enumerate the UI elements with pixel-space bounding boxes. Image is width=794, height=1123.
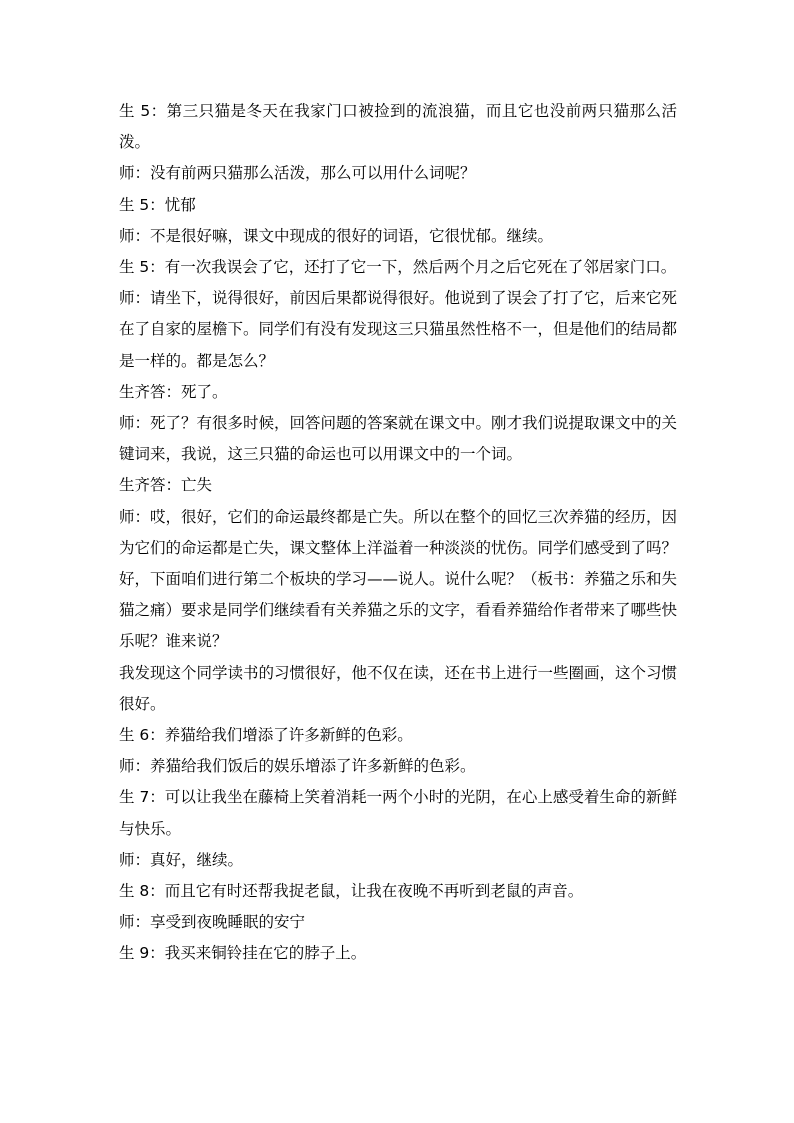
- paragraph-8: 师：死了？有很多时候，回答问题的答案就在课文中。刚才我们说提取课文中的关键词来，我说，这三只猫的命运也可以用课文中的一个词。: [119, 414, 678, 464]
- paragraph-11: 好，下面咱们进行第二个板块的学习——说人。说什么呢？（板书：养猫之乐和失猫之痛）要求是同学们继续看有关养猫之乐的文字，看看养猫给作者带来了哪些快乐呢？谁来说？: [119, 570, 678, 651]
- paragraph-6: 师：请坐下，说得很好，前因后果都说得很好。他说到了误会了打了它，后来它死在了自家的屋檐下。同学们有没有发现这三只猫虽然性格不一，但是他们的结局都是一样的。都是怎么？: [119, 289, 678, 370]
- paragraph-7: 生齐答：死了。: [119, 382, 228, 401]
- paragraph-17: 生 8：而且它有时还帮我捉老鼠，让我在夜晚不再听到老鼠的声音。: [119, 882, 584, 901]
- paragraph-9: 生齐答：亡失: [119, 476, 213, 495]
- paragraph-5: 生 5：有一次我误会了它，还打了它一下，然后两个月之后它死在了邻居家门口。: [119, 258, 677, 277]
- paragraph-10: 师：哎，很好，它们的命运最终都是亡失。所以在整个的回忆三次养猫的经历，因为它们的命运都是亡失，课文整体上洋溢着一种淡淡的忧伤。同学们感受到了吗？: [119, 507, 678, 557]
- paragraph-13: 生 6：养猫给我们增添了许多新鲜的色彩。: [119, 726, 413, 745]
- paragraph-3: 生 5：忧郁: [119, 195, 196, 214]
- paragraph-18: 师：享受到夜晚睡眠的安宁: [119, 913, 306, 932]
- paragraph-16: 师：真好，继续。: [119, 850, 244, 869]
- paragraph-4: 师：不是很好嘛，课文中现成的很好的词语，它很忧郁。继续。: [119, 226, 554, 245]
- paragraph-2: 师：没有前两只猫那么活泼，那么可以用什么词呢？: [119, 164, 476, 183]
- paragraph-12: 我发现这个同学读书的习惯很好，他不仅在读，还在书上进行一些圈画，这个习惯很好。: [119, 663, 678, 713]
- paragraph-19: 生 9：我买来铜铃挂在它的脖子上。: [119, 944, 367, 963]
- paragraph-1: 生 5：第三只猫是冬天在我家门口被捡到的流浪猫，而且它也没前两只猫那么活泼。: [119, 102, 677, 152]
- paragraph-14: 师：养猫给我们饭后的娱乐增添了许多新鲜的色彩。: [119, 757, 476, 776]
- paragraph-15: 生 7：可以让我坐在藤椅上笑着消耗一两个小时的光阴，在心上感受着生命的新鲜与快乐。: [119, 788, 677, 838]
- document-body: [119, 96, 677, 970]
